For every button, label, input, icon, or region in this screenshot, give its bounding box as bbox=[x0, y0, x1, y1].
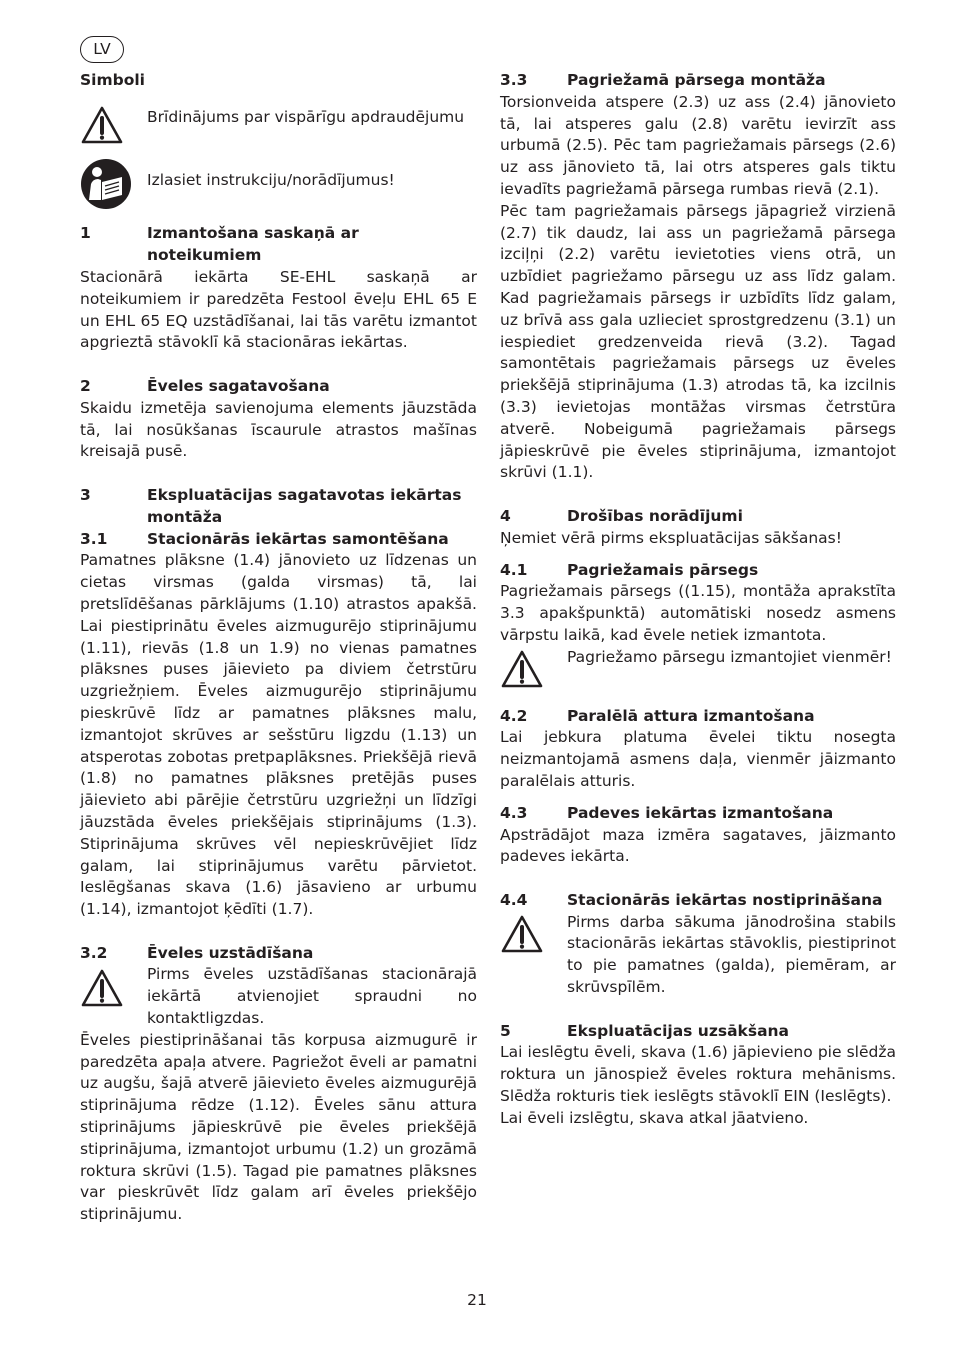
heading-4-2: 4.2 Paralēlā attura izmantošana bbox=[500, 706, 815, 725]
right-column bbox=[500, 70, 896, 1130]
section-4-1-text: Pagriežamais pārsegs ((1.15), montāža aprakstīta 3.3 apakšpunktā) automātiski nosedz asmens vārpstu laikā, kad ēvele netiek izmantota. bbox=[500, 582, 896, 644]
heading-3: 3 Ekspluatācijas sagatavotas iekārtas montāža bbox=[80, 485, 462, 526]
symbol-read-row bbox=[80, 158, 477, 217]
heading-3-3: 3.3 Pagriežamā pārsega montāža bbox=[500, 71, 826, 89]
section-1-text: Stacionārā iekārta SE-EHL saskaņā ar noteikumiem ir paredzēta Festool ēveļu EHL 65 E un EHL 65 EQ uzstādīšanai, lai tās varētu izmantot apgrieztā stāvoklī kā stacionāras iekārtas. bbox=[80, 267, 477, 352]
section-2-text: Skaidu izmetēja savienojuma elements jāuzstāda tā, lai nosūkšanas īscaurule atrastos mašīnas kreisajā pusē. bbox=[80, 398, 477, 461]
language-badge: LV bbox=[80, 36, 124, 63]
read-symbol-text: Izlasiet instrukciju/norādījumus! bbox=[147, 170, 395, 189]
heading-4-3: 4.3 Padeves iekārtas izmantošana bbox=[500, 803, 834, 822]
heading-4-4: 4.4 Stacionārās iekārtas nostiprināšana bbox=[500, 890, 883, 909]
section-4-text: Ņemiet vērā pirms ekspluatācijas sākšanas! bbox=[500, 528, 842, 547]
symbols-title: Simboli bbox=[80, 71, 145, 89]
heading-1: 1 Izmantošana saskaņā ar noteikumiem bbox=[80, 224, 359, 265]
heading-5: 5 Ekspluatācijas uzsākšana bbox=[500, 1021, 790, 1040]
heading-3-1: 3.1 Stacionārās iekārtas samontēšana bbox=[80, 529, 449, 548]
read-manual-icon bbox=[80, 158, 132, 210]
warning-4-4 bbox=[500, 912, 896, 999]
symbol-warning-row bbox=[80, 102, 477, 152]
warning-4-1 bbox=[500, 647, 896, 696]
heading-4-1: 4.1 Pagriežamais pārsegs bbox=[500, 560, 759, 579]
warning-triangle-icon bbox=[80, 968, 124, 1008]
warning-3-2 bbox=[80, 964, 477, 1029]
section-4-3-text: Apstrādājot maza izmēra sagataves, jāizmanto padeves iekārta. bbox=[500, 825, 896, 866]
warning-triangle-icon bbox=[80, 105, 124, 145]
warning-4-1-text: Pagriežamo pārsegu izmantojiet vienmēr! bbox=[567, 647, 892, 666]
section-3-2-text: Ēveles piestiprināšanai tās korpusa aizmugurē ir paredzēta apaļa atvere. Pagriežot ēveli ar pamatni uz augšu, šajā atverē jāievieto ēveles aizmugurējā stiprinājuma rēdze (1.12). Ēveles sānu attura stiprinājums jāpieskrūvē pie ēveles priekšējā stiprinājuma, izmantojot urbumu (1.2) un grozāmā roktura skrūvi (1.5). Tagad pie pamatnes plāksnes var pieskrūvēt līdz galam arī ēveles priekšējo stiprinājumu. bbox=[80, 1030, 477, 1224]
warning-triangle-icon bbox=[500, 914, 544, 954]
warning-symbol-text: Brīdinājums par vispārīgu apdraudējumu bbox=[147, 107, 465, 126]
heading-2: 2 Ēveles sagatavošana bbox=[80, 376, 330, 395]
section-3-3-text-2: Pēc tam pagriežamais pārsegs jāpagriež virzienā (2.7) tik daudz, lai ass un pagriežamā pārsega izciļņi (2.2) varētu ievietoties viens otrā, un uzbīdiet pagriežamo pārsegu uz ass līdz galam. Kad pagriežamais pārsegs ir uzbīdīts līdz galam, uz brīvā ass gala uzlieciet sprostgredzenu (3.1) un iespiediet gredzenveida rievā (3.2). Tagad samontētais pagriežamais pārsegs uz ēveles priekšējā stiprinājuma (1.3) atrodas tā, ka izcilnis (3.3) ievietojas montāžas virsmas četrstūra atverē. Nobeigumā pagriežamais pārsegs jāpieskrūvē pie ēveles stiprinājuma, izmantojot skrūvi (1.1). bbox=[500, 201, 896, 482]
warning-3-2-text: Pirms ēveles uzstādīšanas stacionārajā iekārtā atvienojiet spraudni no kontaktligzdas. bbox=[147, 965, 477, 1028]
section-3-1-text: Pamatnes plāksne (1.4) jānovieto uz līdzenas un cietas virsmas (galda virsmas) tā, lai pretslīdēšanas pārklājums (1.10) atrastos apakšā. Lai piestiprinātu ēveles aizmugurējo stiprinājumu (1.11), rievās (1.8 un 1.9) no vienas pamatnes plāksnes puses jāievieto pa diviem četrstūru uzgriežņiem. Ēveles aizmugurējo stiprinājumu pieskrūvē līdz ar pamatnes plāksnes malu, izmantojot skrūves ar sešstūru ligzdu (1.13) un atsperotas zobotas pretpaplāksnes. Priekšējā rievā (1.8) no pamatnes plāksnes pretējās puses jāievieto abi pārējie četrstūru uzgriežņi un līdzīgi jāuzstāda ēveles priekšējais stiprinājums (1.3). Stiprinājuma skrūves vēl nepieskrūvējiet līdz galam, lai stiprinājumus varētu pārvietot. Ieslēgšanas skava (1.6) jāsavieno ar urbumu (1.14), izmantojot ķēdīti (1.7). bbox=[80, 551, 477, 919]
section-3-3-text-1: Torsionveida atspere (2.3) uz ass (2.4) jānovieto tā, lai atsperes galu (2.8) varētu ievirzīt ass urbumā (2.5). Pēc tam pagriežamais pārsegs (2.6) uz ass jānovieto tā, lai otrs atsperes gals tiktu ievadīts pagriežamā pārsega rumbas rievā (2.1). bbox=[500, 92, 896, 198]
warning-triangle-icon bbox=[500, 649, 544, 689]
page-number: 21 bbox=[467, 1291, 487, 1309]
section-4-2-text: Lai jebkura platuma ēvelei tiktu nosegta neizmantojamā asmens daļa, vienmēr jāizmanto paralēlais atturis. bbox=[500, 728, 896, 790]
warning-4-4-text: Pirms darba sākuma jānodrošina stabils stacionārās iekārtas stāvoklis, piestiprinot to pie pamatnes (galda), piemēram, ar skrūvspīlēm. bbox=[567, 912, 896, 997]
heading-3-2: 3.2 Ēveles uzstādīšana bbox=[80, 943, 314, 962]
heading-4: 4 Drošības norādījumi bbox=[500, 506, 743, 525]
section-5-text-1: Lai ieslēgtu ēveli, skava (1.6) jāpievieno pie slēdža roktura un jānospiež ēveles roktura mehānisms. Slēdža rokturis tiek ieslēgts stāvoklī EIN (Ieslēgts). bbox=[500, 1043, 896, 1106]
section-5-text-2: Lai ēveli izslēgtu, skava atkal jāatvieno. bbox=[500, 1108, 809, 1127]
left-column bbox=[80, 70, 477, 1226]
